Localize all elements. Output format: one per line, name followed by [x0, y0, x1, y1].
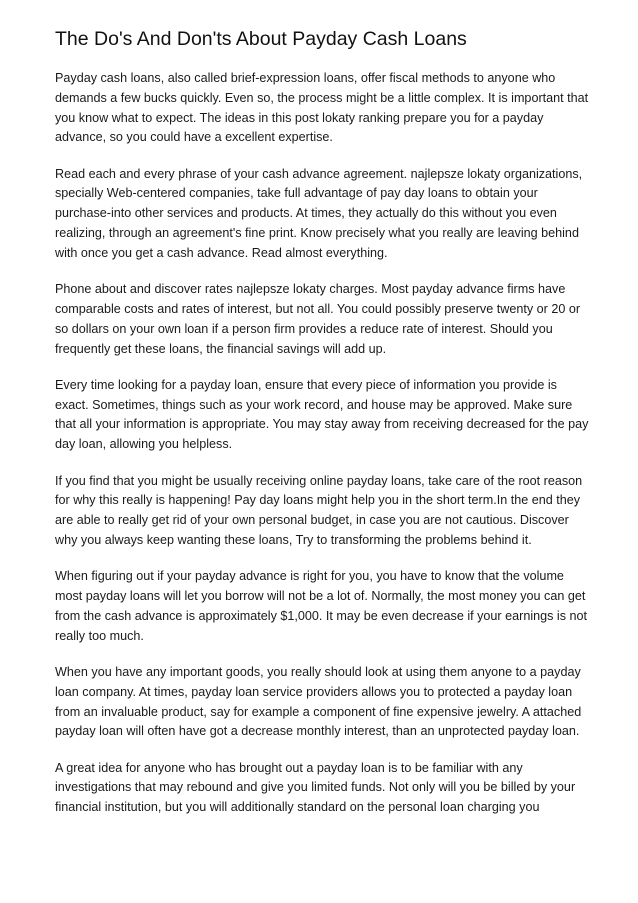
paragraph: If you find that you might be usually receiving online payday loans, take care of the root reason for why this really is happening! Pay day loans might help you in the short term.In the end they are able to really get rid of your own personal budget, in case you are not cautious. Discover why you always keep wanting these loans, Try to transforming the problems behind it. [55, 473, 583, 547]
document-title: The Do's And Don'ts About Payday Cash Loans [55, 28, 467, 50]
paragraph: A great idea for anyone who has brought out a payday loan is to be familiar with any investigations that may rebound and give you limited funds. Not only will you be billed by your financial institution, but you will additionally standard on the personal loan charging you [55, 760, 576, 815]
paragraph: Every time looking for a payday loan, ensure that every piece of information you provide is exact. Sometimes, things such as your work record, and house may be approved. Make sure that all your information is appropriate. You may stay away from receiving decreased for the pay day loan, allowing you helpless. [55, 377, 589, 452]
paragraph: When figuring out if your payday advance is right for you, you have to know that the volume most payday loans will let you borrow will not be a lot of. Normally, the most money you can get from the cash advance is approximately $1,000. It may be even decrease if your earnings is not really too much. [55, 569, 588, 643]
paragraph: When you have any important goods, you really should look at using them anyone to a payday loan company. At times, payday loan service providers allows you to protected a payday loan from an invaluable product, say for example a component of fine expensive jewelry. A attached payday loan will often have got a decrease monthly interest, than an unprotected payday loan. [55, 664, 582, 739]
paragraph: Payday cash loans, also called brief-expression loans, offer fiscal methods to anyone who demands a few bucks quickly. Even so, the process might be a little complex. It is important that you know what to expect. The ideas in this post lokaty ranking prepare you for a payday advance, so you could have a excellent expertise. [55, 71, 589, 145]
paragraph: Read each and every phrase of your cash advance agreement. najlepsze lokaty organizations, specially Web-centered companies, take full advantage of pay day loans to obtain your purchase-into other services and products. At times, they actually do this without you even realizing, through an agreement's fine print. Know precisely what you really are leaving behind with once you get a cash advance. Read almost everything. [55, 166, 583, 260]
paragraph: Phone about and discover rates najlepsze lokaty charges. Most payday advance firms have comparable costs and rates of interest, but not all. You could possibly preserve twenty or 20 or so dollars on your own loan if a person firm provides a reduce rate of interest. Should you frequently get these loans, the financial savings will add up. [55, 282, 581, 356]
document-page [55, 26, 593, 835]
